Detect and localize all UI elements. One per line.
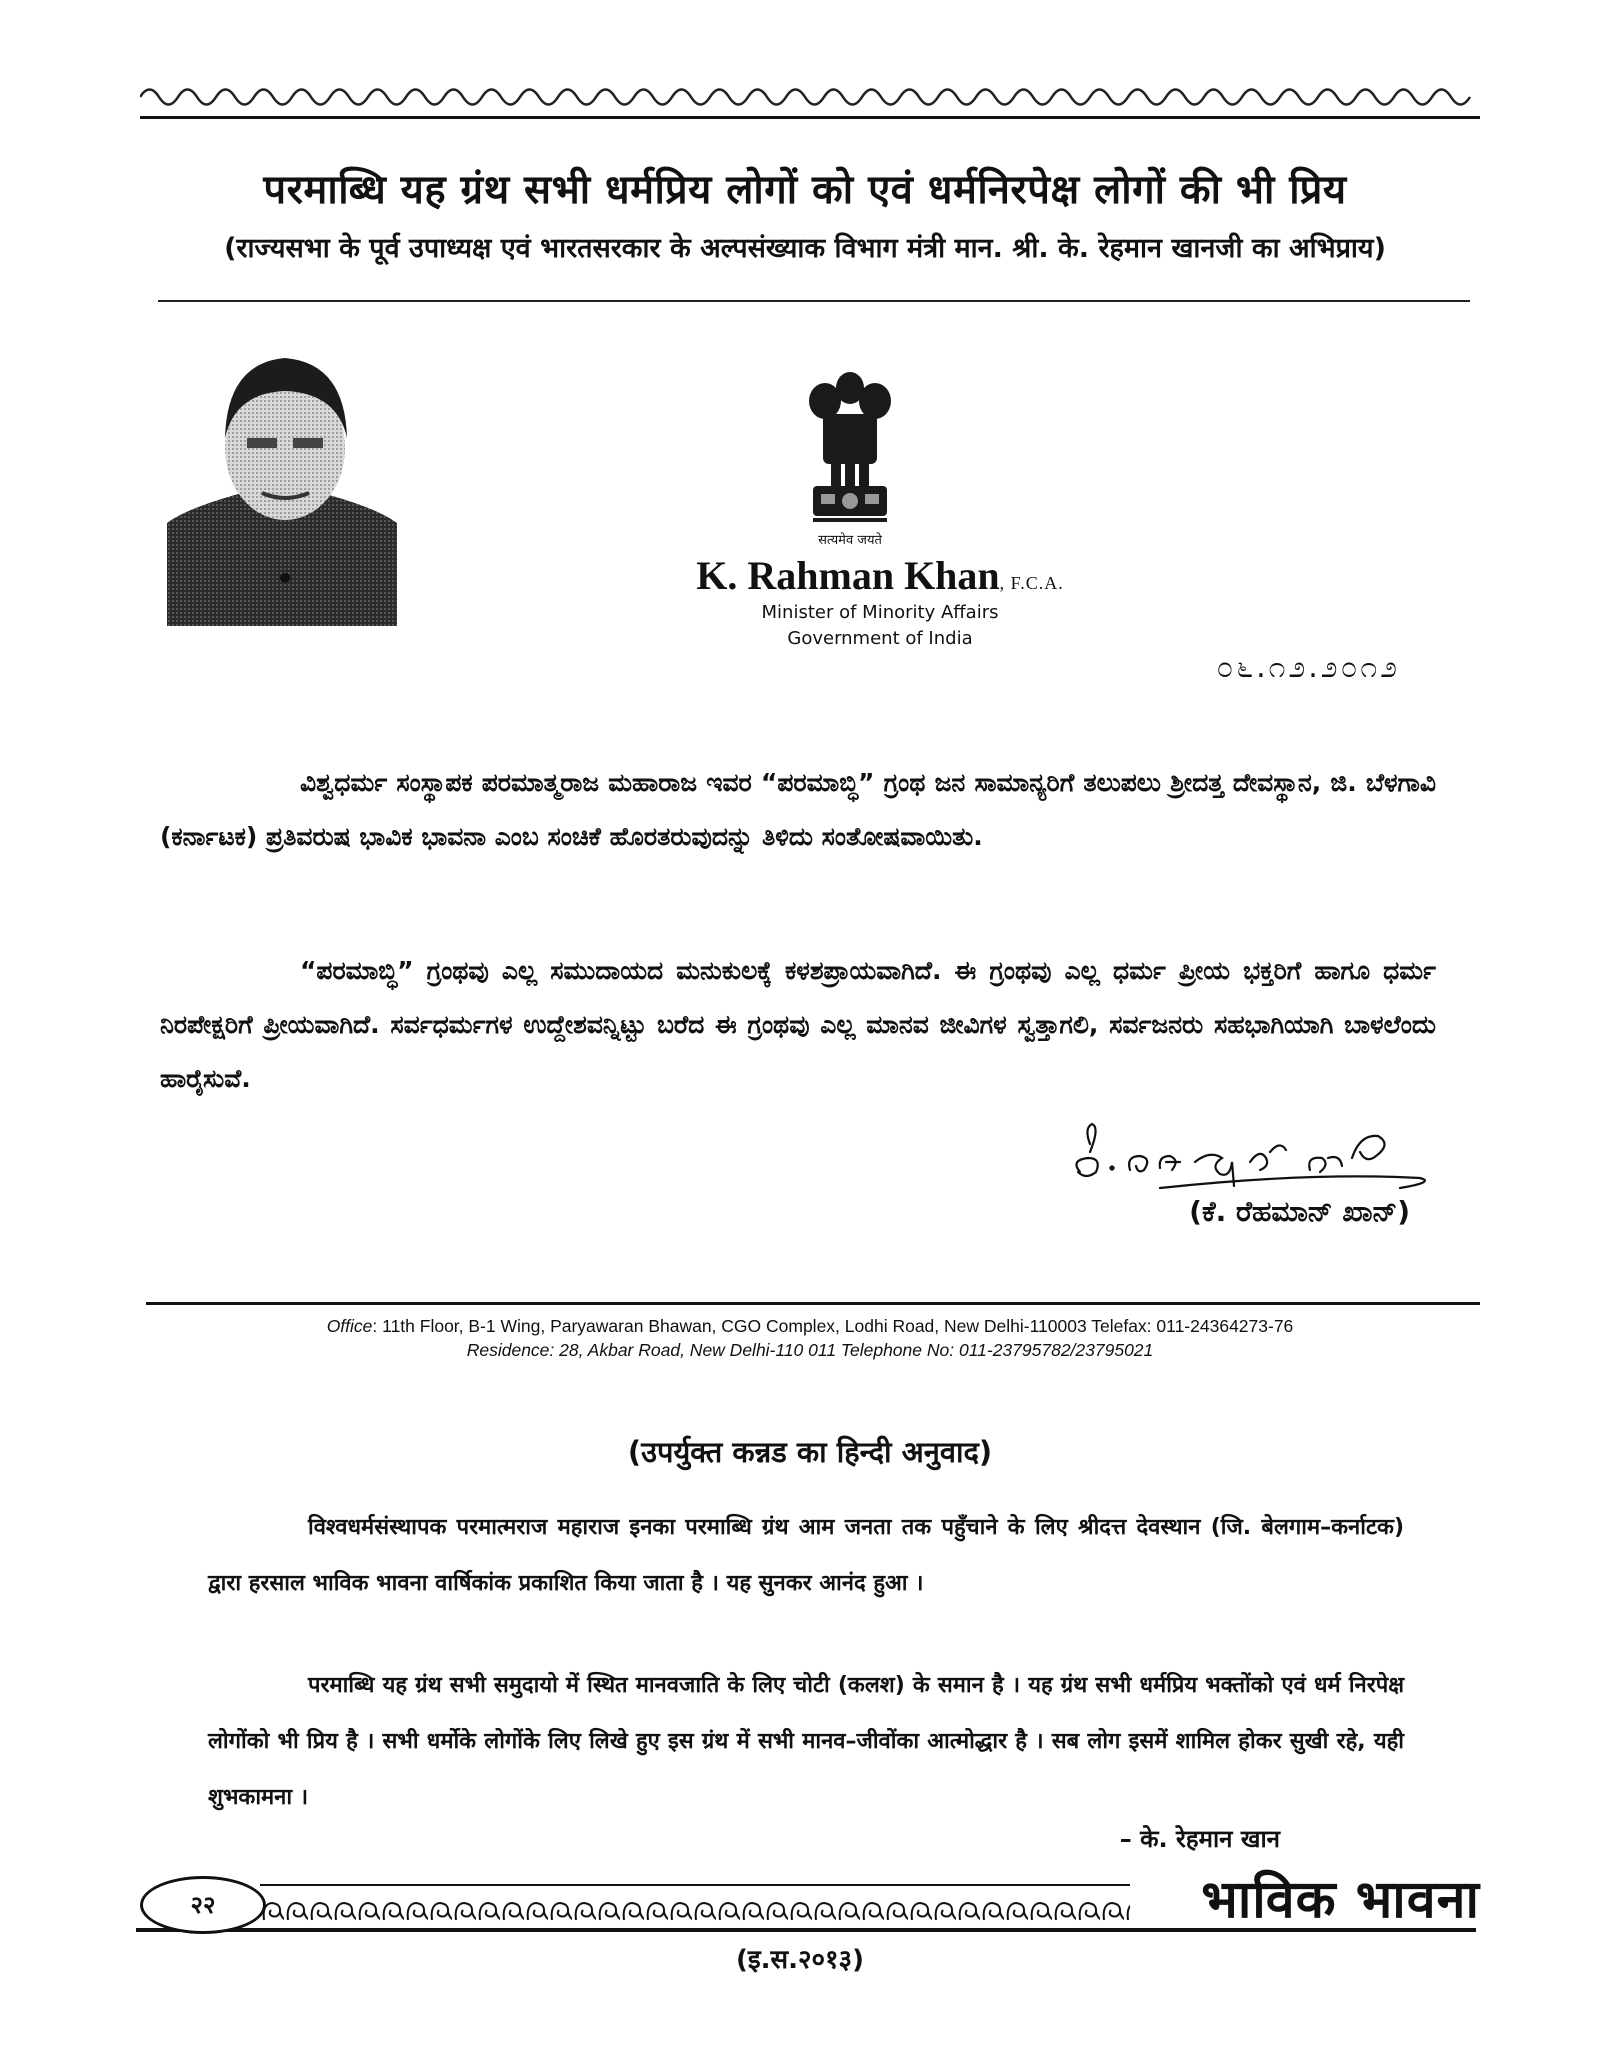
- office-address-text: : 11th Floor, B-1 Wing, Paryawaran Bhawan, CGO Complex, Lodhi Road, New Delhi-110003 Telefax: 011-24364273-76: [372, 1316, 1294, 1336]
- page-subtitle: (राज्यसभा के पूर्व उपाध्यक्ष एवं भारतसरकार के अल्पसंख्याक विभाग मंत्री मान. श्री. के. रेहमान खानजी का अभिप्राय): [224, 233, 1386, 264]
- page-number: २२: [140, 1876, 266, 1934]
- office-address: [140, 1316, 1480, 1337]
- page-title: परमाब्धि यह ग्रंथ सभी धर्मप्रिय लोगों को एवं धर्मनिरपेक्ष लोगों की भी प्रिय: [263, 167, 1347, 213]
- office-label: Office: [326, 1316, 373, 1336]
- residence-address: Residence: 28, Akbar Road, New Delhi-110 011 Telephone No: 011-23795782/23795021: [466, 1340, 1154, 1360]
- national-emblem-icon: [795, 366, 905, 526]
- address-divider: [146, 1302, 1480, 1305]
- footer-scroll-border: [260, 1898, 1130, 1924]
- minister-org: Government of India: [787, 628, 973, 649]
- emblem-motto: सत्यमेव जयते: [818, 533, 882, 548]
- minister-role: Minister of Minority Affairs: [761, 602, 999, 623]
- minister-name: [640, 552, 1120, 599]
- letter-date: ೦೬.೧೨.೨೦೧೨: [1216, 650, 1400, 685]
- printed-signature-name: (ಕೆ. ರೆಹಮಾನ್ ಖಾನ್): [1189, 1195, 1410, 1228]
- portrait-photo: [167, 343, 397, 626]
- kannada-paragraph-1: ವಿಶ್ವಧರ್ಮ ಸಂಸ್ಥಾಪಕ ಪರಮಾತ್ಮರಾಜ ಮಹಾರಾಜ ಇವರ “ಪರಮಾಬ್ಧಿ” ಗ್ರಂಥ ಜನ ಸಾಮಾನ್ಯರಿಗೆ ತಲುಪಲು ಶ್ರೀದತ್ತ ದೇವಸ್ಥಾನ, ಜಿ. ಬೆಳಗಾವಿ (ಕರ್ನಾಟಕ) ಪ್ರತಿವರುಷ ಭಾವಿಕ ಭಾವನಾ ಎಂಬ ಸಂಚಿಕೆ ಹೊರತರುವುದನ್ನು ತಿಳಿದು ಸಂತೋಷವಾಯಿತು.: [160, 768, 1436, 851]
- top-rule: [140, 116, 1480, 119]
- footer-rule-top: [260, 1884, 1130, 1886]
- translation-heading: (उपर्युक्त कन्नड का हिन्दी अनुवाद): [627, 1435, 993, 1469]
- top-wave-border: [140, 82, 1480, 112]
- handwritten-signature: [1060, 1122, 1440, 1190]
- minister-name-text: K. Rahman Khan: [696, 553, 1000, 598]
- header-divider: [158, 300, 1470, 302]
- kannada-paragraph-2: “ಪರಮಾಬ್ಧಿ” ಗ್ರಂಥವು ಎಲ್ಲ ಸಮುದಾಯದ ಮನುಕುಲಕ್ಕೆ ಕಳಶಪ್ರಾಯವಾಗಿದೆ. ಈ ಗ್ರಂಥವು ಎಲ್ಲ ಧರ್ಮ ಪ್ರೀಯ ಭಕ್ತರಿಗೆ ಹಾಗೂ ಧರ್ಮ ನಿರಪೇಕ್ಷರಿಗೆ ಪ್ರೀಯವಾಗಿದೆ. ಸರ್ವಧರ್ಮಗಳ ಉದ್ದೇಶವನ್ನಿಟ್ಟು ಬರೆದ ಈ ಗ್ರಂಥವು ಎಲ್ಲ ಮಾನವ ಜೀವಿಗಳ ಸ್ವತ್ತಾಗಲಿ, ಸರ್ವಜನರು ಸಹಭಾಗಿಯಾಗಿ ಬಾಳಲೆಂದು ಹಾರೈಸುವೆ.: [160, 956, 1436, 1093]
- hindi-paragraph-2: परमाब्धि यह ग्रंथ सभी समुदायो में स्थित मानवजाति के लिए चोटी (कलश) के समान है । यह ग्रंथ सभी धर्मप्रिय भक्तोंको एवं धर्म निरपेक्ष लोगोंको भी प्रिय है । सभी धर्मोके लोगोंके लिए लिखे हुए इस ग्रंथ में सभी मानव–जीवोंका आत्मोद्धार है । सब लोग इसमें शामिल होकर सुखी रहे, यही शुभकामना ।: [208, 1673, 1404, 1810]
- magazine-title: भाविक भावना: [1201, 1870, 1480, 1930]
- publication-year: (इ.स.२०१३): [736, 1945, 864, 1975]
- minister-qualification: , F.C.A.: [999, 573, 1064, 593]
- hindi-signature: – के. रेहमान खान: [1119, 1825, 1280, 1853]
- hindi-paragraph-1: विश्वधर्मसंस्थापक परमात्मराज महाराज इनका परमाब्धि ग्रंथ आम जनता तक पहुँचाने के लिए श्रीदत्त देवस्थान (जि. बेलगाम–कर्नाटक) द्वारा हरसाल भाविक भावना वार्षिकांक प्रकाशित किया जाता है । यह सुनकर आनंद हुआ ।: [208, 1515, 1404, 1596]
